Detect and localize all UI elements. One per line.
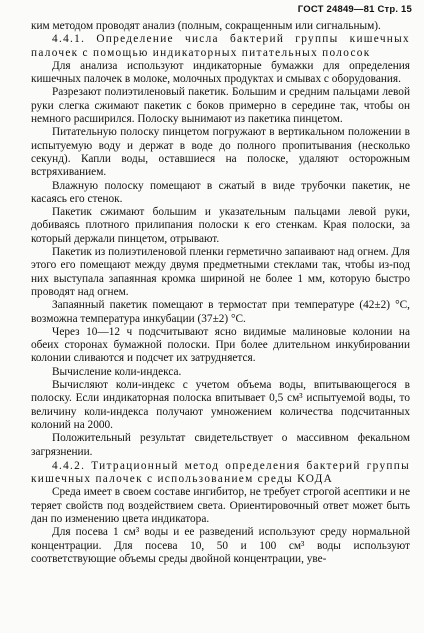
- paragraph: Положительный результат свидетельствует о массивном фекальном загрязнении.: [31, 432, 410, 458]
- paragraph: Среда имеет в своем составе ингибитор, не требует строгой асептики и не теряет свойств под воздействием света. Ориентировочный ответ может быть дан по изменению цвета индикатора.: [31, 486, 410, 525]
- paragraph: Вычисляют коли-индекс с учетом объема воды, впитывающегося в полоску. Если индикаторная полоска впитывает 0,5 см³ испытуемой воды, то величину коли-индекса получают умножением количества подсчитанных колоний на 2000.: [31, 379, 410, 431]
- section-heading-4-4-1: 4.4.1. Определение числа бактерий группы кишечных палочек с помощью индикаторных питательных полосок: [31, 33, 410, 59]
- paragraph: Пакетик из полиэтиленовой пленки герметично запаивают над огнем. Для этого его помещают между двумя предметными стеклами так, чтобы из-под них выступала запаянная кромка шириной не более 1 мм, которую быстро проводят над огнем.: [31, 246, 410, 298]
- paragraph: Запаянный пакетик помещают в термостат при температуре (42±2) °С, возможна температура инкубации (37±2) °С.: [31, 299, 410, 325]
- standard-reference: ГОСТ 24849—81: [297, 4, 375, 15]
- paragraph: Через 10—12 ч подсчитывают ясно видимые малиновые колонии на обеих сторонах бумажной полоски. При более длительном инкубировании колонии сливаются и подсчет их затрудняется.: [31, 325, 410, 365]
- paragraph: Питательную полоску пинцетом погружают в вертикальном положении в испытуемую воду и держат в воде до полного пропитывания (несколько секунд). Капли воды, оставшиеся на полоске, удаляют осторожным встряхиванием.: [31, 126, 410, 179]
- paragraph: Для посева 1 см³ воды и ее разведений используют среду нормальной концентрации. Для посева 10, 50 и 100 см³ воды используют соответствующие объемы среды двойной концентрации, уве-: [31, 526, 410, 565]
- paragraph: Разрезают полиэтиленовый пакетик. Большим и средним пальцами левой руки слегка сжимают пакетик с боков примерно в середине так, чтобы он немного расширился. Полоску вынимают из пакетика пинцетом.: [31, 86, 410, 126]
- page-number: Стр. 15: [377, 4, 412, 15]
- paragraph: Влажную полоску помещают в сжатый в виде трубочки пакетик, не касаясь его стенок.: [31, 179, 410, 205]
- page-body: [31, 20, 410, 566]
- paragraph: Пакетик сжимают большим и указательным пальцами левой руки, добиваясь плотного прилипания полоски к его стенкам. Края полоски, за который держали пинцетом, отрывают.: [31, 206, 410, 245]
- subheading-coli-index: Вычисление коли-индекса.: [52, 365, 182, 378]
- paragraph: Для анализа используют индикаторные бумажки для определения кишечных палочек в молоке, молочных продуктах и смывах с оборудования.: [31, 59, 410, 86]
- paragraph-continuation: ким методом проводят анализ (полным, сокращенным или сигнальным).: [31, 20, 381, 32]
- section-heading-4-4-2: 4.4.2. Титрационный метод определения бактерий группы кишечных палочек с использованием среды КОДА: [31, 459, 410, 486]
- page-header: [298, 4, 412, 15]
